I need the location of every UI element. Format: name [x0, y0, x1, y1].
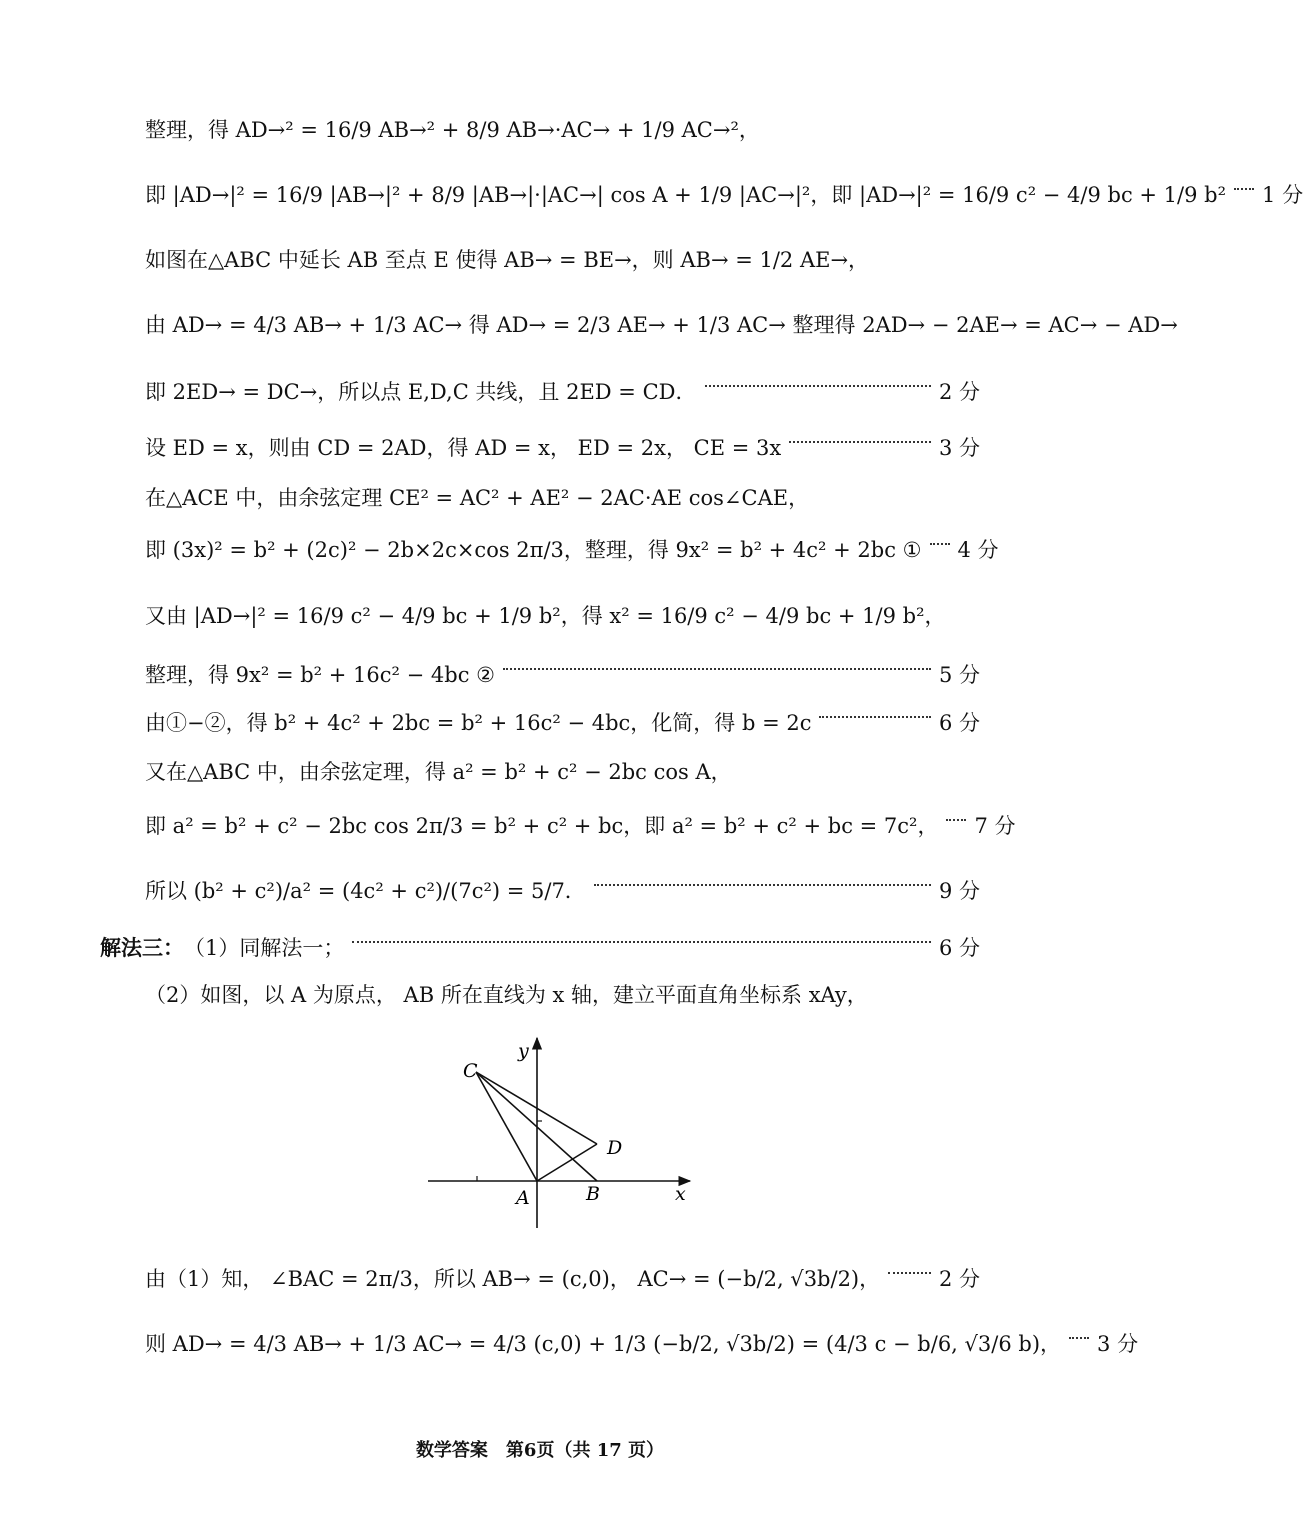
method3-part2: （2）如图，以 A 为原点， AB 所在直线为 x 轴，建立平面直角坐标系 xAy，: [145, 983, 868, 1007]
line-7: 在△ACE 中，由余弦定理 CE² = AC² + AE² − 2AC·AE cos∠CAE，: [145, 486, 810, 510]
line-3: 如图在△ABC 中延长 AB 至点 E 使得 AB→ = BE→，则 AB→ = 1/2 AE→，: [145, 248, 870, 272]
line-6: 设 ED = x，则由 CD = 2AD，得 AD = x， ED = 2x， CE = 3x 3 分: [145, 436, 980, 460]
label-C: C: [463, 1060, 478, 1082]
line-after-1: 由（1）知， ∠BAC = 2π/3，所以 AB→ = (c,0)， AC→ = (−b/2, √3b/2)， 2 分: [145, 1267, 980, 1291]
method3-score: 6 分: [938, 936, 980, 960]
label-x: x: [675, 1183, 686, 1205]
line-4: 由 AD→ = 4/3 AB→ + 1/3 AC→ 得 AD→ = 2/3 AE→ + 1/3 AC→ 整理得 2AD→ − 2AE→ = AC→ − AD→: [145, 313, 1178, 337]
method3-text: （1）同解法一；: [184, 936, 345, 960]
label-y: y: [518, 1040, 529, 1062]
line-after-2: 则 AD→ = 4/3 AB→ + 1/3 AC→ = 4/3 (c,0) + 1/3 (−b/2, √3b/2) = (4/3 c − b/6, √3/6 b)， 3 分: [145, 1332, 1139, 1356]
segment-AD: [537, 1144, 597, 1181]
line-2: 即 |AD→|² = 16/9 |AB→|² + 8/9 |AB→|·|AC→| cos A + 1/9 |AC→|²，即 |AD→|² = 16/9 c² − 4/9 bc + 1/9 b² 1 分: [145, 183, 1303, 207]
line-13: 即 a² = b² + c² − 2bc cos 2π/3 = b² + c² + bc，即 a² = b² + c² + bc = 7c²， 7 分: [145, 814, 1016, 838]
line-5: 即 2ED→ = DC→，所以点 E,D,C 共线，且 2ED = CD． 2 分: [145, 380, 980, 404]
label-B: B: [586, 1183, 600, 1205]
label-A: A: [516, 1187, 530, 1209]
line-1: 整理，得 AD→² = 16/9 AB→² + 8/9 AB→·AC→ + 1/9 AC→²，: [145, 118, 760, 142]
line-12: 又在△ABC 中，由余弦定理，得 a² = b² + c² − 2bc cos A，: [145, 760, 732, 784]
segment-AC: [476, 1072, 537, 1181]
method3-heading: 解法三：: [100, 935, 184, 960]
page-footer: 数学答案 第6页（共 17 页）: [415, 1440, 665, 1461]
label-D: D: [607, 1137, 623, 1159]
line-11: 由①−②，得 b² + 4c² + 2bc = b² + 16c² − 4bc，化简，得 b = 2c 6 分: [145, 711, 980, 735]
line-9: 又由 |AD→|² = 16/9 c² − 4/9 bc + 1/9 b²，得 x² = 16/9 c² − 4/9 bc + 1/9 b²，: [145, 604, 946, 628]
coordinate-figure: [420, 1030, 700, 1235]
method3-line: [100, 933, 980, 963]
line-10: 整理，得 9x² = b² + 16c² − 4bc ② 5 分: [145, 663, 980, 687]
line-14: 所以 (b² + c²)/a² = (4c² + c²)/(7c²) = 5/7． 9 分: [145, 879, 980, 903]
line-8: 即 (3x)² = b² + (2c)² − 2b×2c×cos 2π/3，整理，得 9x² = b² + 4c² + 2bc ① 4 分: [145, 538, 999, 562]
